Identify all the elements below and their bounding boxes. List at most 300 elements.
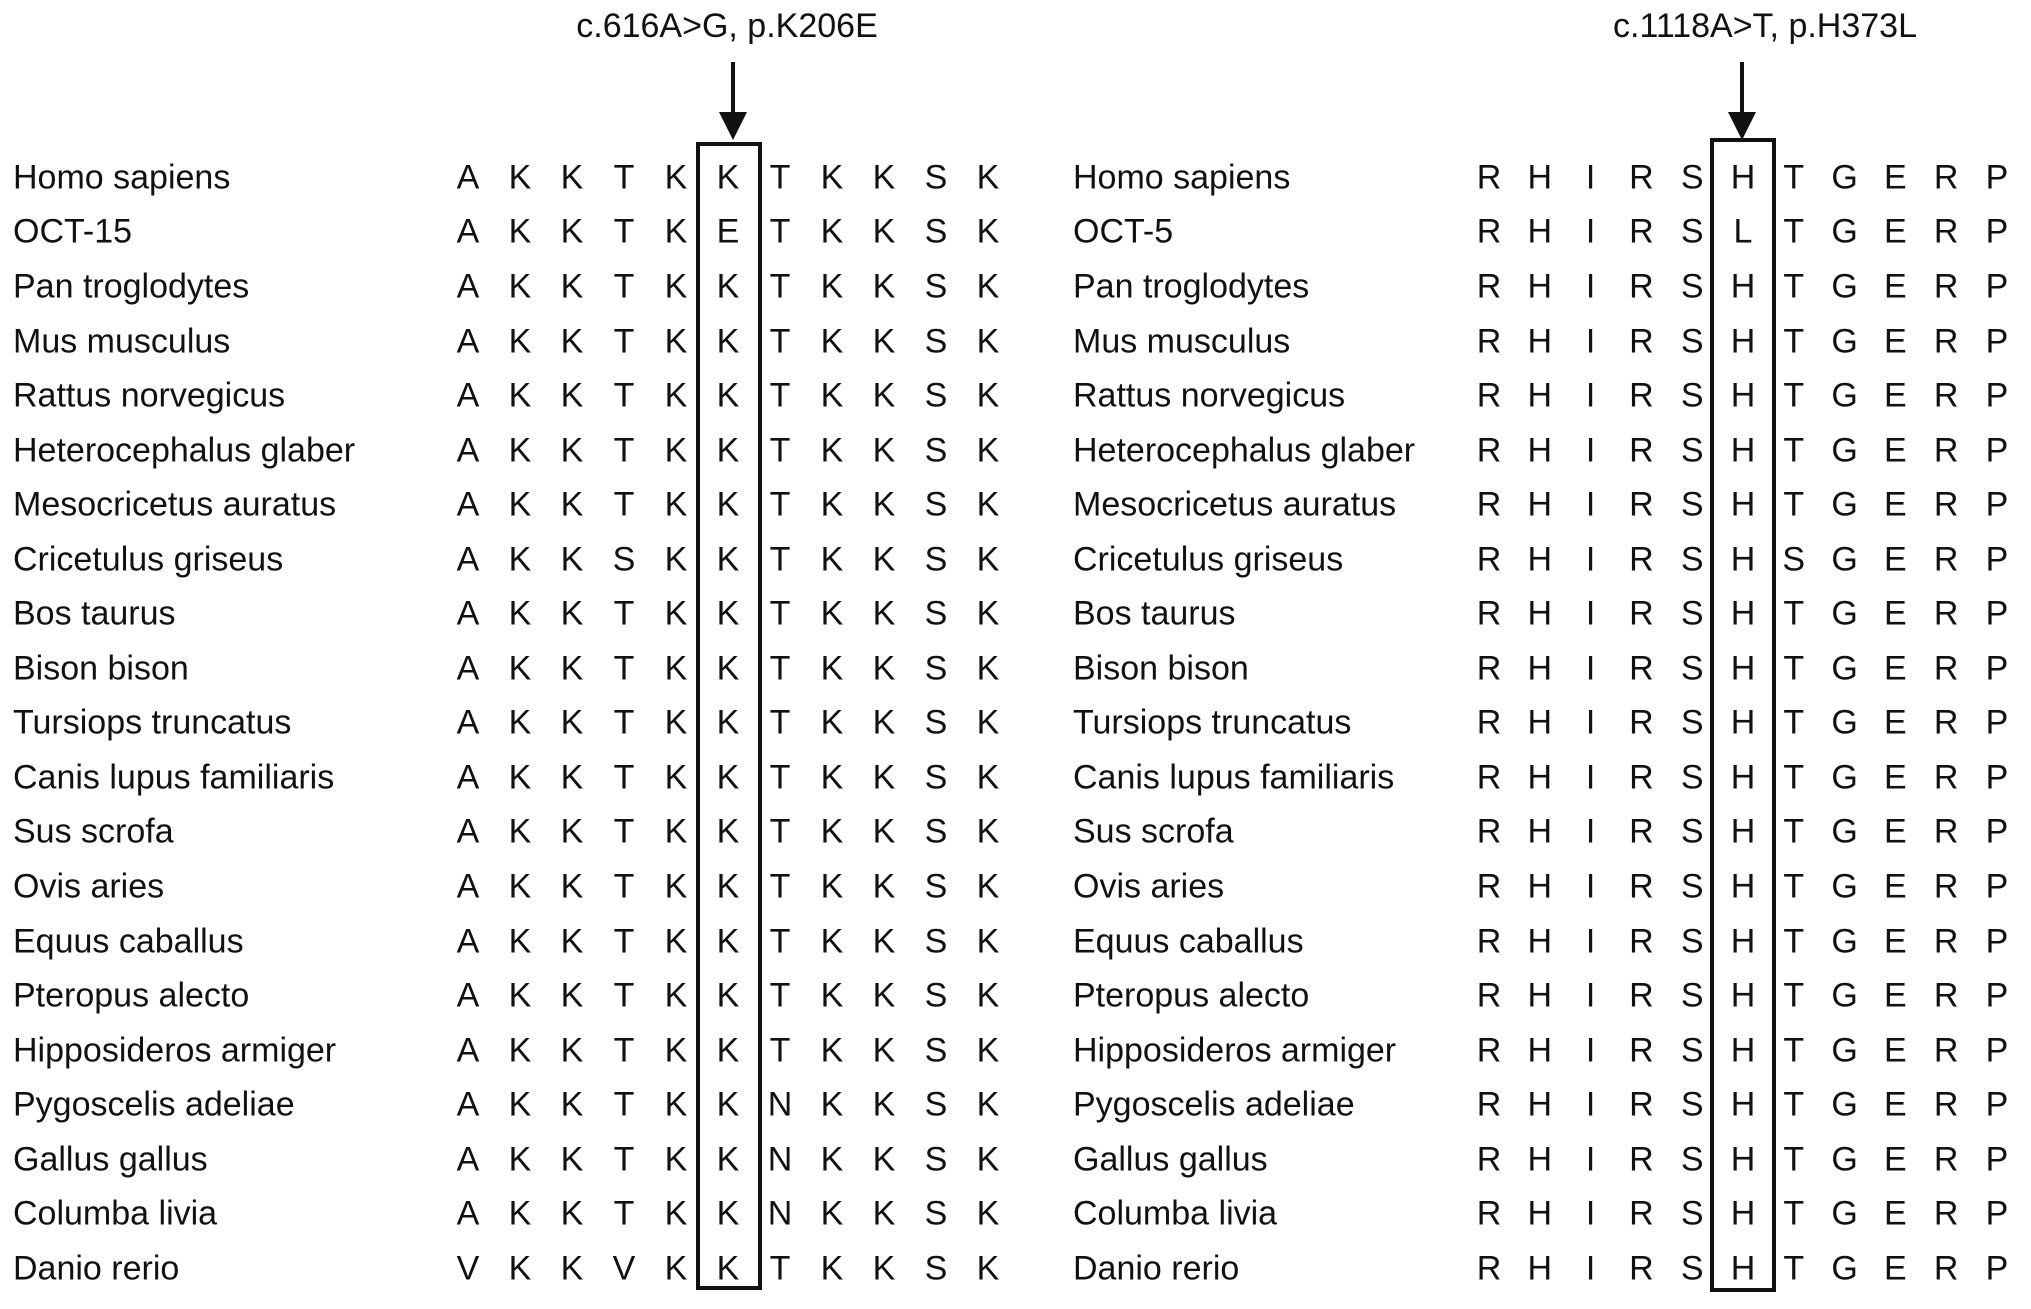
residue-letter: S bbox=[1680, 976, 1704, 1015]
residue-letter: K bbox=[664, 1249, 688, 1288]
residue-letter: K bbox=[560, 322, 584, 360]
residue-letter: H bbox=[1730, 812, 1756, 851]
residue-letter: A bbox=[456, 922, 480, 961]
residue-letter: K bbox=[820, 922, 844, 961]
residue-letter: R bbox=[1629, 431, 1654, 470]
residue-letter: K bbox=[820, 649, 844, 688]
species-name: Bison bison bbox=[13, 649, 189, 688]
residue-letter: I bbox=[1585, 322, 1596, 360]
residue-letter: R bbox=[1476, 485, 1502, 524]
residue-letter: E bbox=[1884, 1085, 1907, 1124]
residue-letter: A bbox=[456, 1085, 480, 1124]
residue-letter: K bbox=[716, 976, 740, 1015]
residue-letter: R bbox=[1933, 649, 1959, 688]
residue-letter: K bbox=[820, 1031, 844, 1070]
variant-label-k206e: c.616A>G, p.K206E bbox=[576, 7, 878, 45]
species-name: Bos taurus bbox=[1073, 594, 1236, 633]
residue-letter: T bbox=[1783, 1085, 1805, 1124]
residue-letter: K bbox=[872, 1194, 896, 1233]
residue-letter: R bbox=[1476, 322, 1502, 360]
residue-letter: P bbox=[1985, 322, 2009, 360]
residue-letter: H bbox=[1730, 322, 1756, 360]
residue-letter: T bbox=[613, 812, 635, 851]
residue-letter: K bbox=[976, 867, 1000, 906]
residue-letter: S bbox=[924, 758, 948, 797]
residue-letter: E bbox=[1884, 867, 1907, 906]
species-name: Heterocephalus glaber bbox=[13, 431, 356, 470]
residue-letter: K bbox=[716, 540, 740, 579]
residue-letter: R bbox=[1629, 703, 1654, 742]
residue-letter: S bbox=[1680, 485, 1704, 524]
residue-letter: K bbox=[664, 212, 688, 251]
residue-letter: E bbox=[1884, 1194, 1907, 1233]
residue-letter: T bbox=[1783, 594, 1805, 633]
residue-letter: I bbox=[1585, 212, 1596, 251]
residue-letter: K bbox=[508, 376, 532, 415]
residue-letter: K bbox=[872, 212, 896, 251]
residue-letter: R bbox=[1629, 812, 1654, 851]
residue-letter: T bbox=[1783, 212, 1805, 251]
residue-letter: H bbox=[1527, 376, 1553, 415]
residue-letter: R bbox=[1629, 867, 1654, 906]
residue-letter: T bbox=[613, 1031, 635, 1070]
residue-letter: R bbox=[1476, 1140, 1502, 1179]
residue-letter: K bbox=[508, 322, 532, 360]
variant-label-h373l: c.1118A>T, p.H373L bbox=[1612, 7, 1918, 45]
residue-letter: K bbox=[664, 812, 688, 851]
residue-letter: V bbox=[456, 1249, 480, 1288]
residue-letter: H bbox=[1730, 158, 1756, 197]
residue-letter: K bbox=[820, 212, 844, 251]
residue-letter: A bbox=[456, 267, 480, 306]
residue-letter: R bbox=[1476, 976, 1502, 1015]
residue-letter: K bbox=[820, 540, 844, 579]
residue-letter: K bbox=[508, 431, 532, 470]
residue-letter: T bbox=[769, 594, 791, 633]
species-name: Canis lupus familiaris bbox=[13, 758, 335, 797]
residue-letter: S bbox=[1680, 1249, 1704, 1288]
residue-letter: K bbox=[872, 1085, 896, 1124]
residue-letter: K bbox=[976, 1140, 1000, 1179]
residue-letter: H bbox=[1730, 976, 1756, 1015]
residue-letter: R bbox=[1933, 322, 1959, 360]
residue-letter: K bbox=[716, 322, 740, 360]
residue-letter: P bbox=[1985, 703, 2009, 742]
residue-letter: K bbox=[508, 922, 532, 961]
residue-letter: E bbox=[1884, 431, 1907, 470]
residue-letter: R bbox=[1476, 703, 1502, 742]
residue-letter: K bbox=[976, 812, 1000, 851]
residue-letter: K bbox=[820, 376, 844, 415]
species-name: Gallus gallus bbox=[1073, 1140, 1268, 1179]
residue-letter: K bbox=[976, 212, 1000, 251]
residue-letter: I bbox=[1585, 812, 1596, 851]
residue-letter: P bbox=[1985, 431, 2009, 470]
residue-letter: K bbox=[664, 485, 688, 524]
residue-letter: T bbox=[613, 1085, 635, 1124]
residue-letter: K bbox=[560, 431, 584, 470]
residue-letter: I bbox=[1585, 649, 1596, 688]
residue-letter: K bbox=[872, 703, 896, 742]
residue-letter: A bbox=[456, 703, 480, 742]
residue-letter: E bbox=[1884, 158, 1907, 197]
residue-letter: K bbox=[560, 758, 584, 797]
residue-letter: K bbox=[872, 976, 896, 1015]
residue-letter: S bbox=[1680, 758, 1704, 797]
residue-letter: K bbox=[508, 485, 532, 524]
residue-letter: H bbox=[1730, 758, 1756, 797]
residue-letter: P bbox=[1985, 758, 2009, 797]
residue-letter: E bbox=[716, 212, 740, 251]
residue-letter: K bbox=[820, 867, 844, 906]
residue-letter: P bbox=[1985, 594, 2009, 633]
residue-letter: K bbox=[664, 267, 688, 306]
residue-letter: R bbox=[1933, 431, 1959, 470]
species-name: Columba livia bbox=[13, 1194, 218, 1233]
species-name: Pteropus alecto bbox=[13, 976, 250, 1015]
residue-letter: S bbox=[924, 212, 948, 251]
residue-letter: H bbox=[1730, 1249, 1756, 1288]
residue-letter: H bbox=[1730, 867, 1756, 906]
residue-letter: I bbox=[1585, 376, 1596, 415]
residue-letter: A bbox=[456, 594, 480, 633]
residue-letter: K bbox=[716, 431, 740, 470]
residue-letter: R bbox=[1629, 322, 1654, 360]
residue-letter: S bbox=[924, 267, 948, 306]
residue-letter: K bbox=[872, 922, 896, 961]
residue-letter: R bbox=[1933, 812, 1959, 851]
residue-letter: L bbox=[1733, 212, 1753, 251]
residue-letter: H bbox=[1527, 431, 1553, 470]
residue-letter: E bbox=[1884, 540, 1907, 579]
residue-letter: H bbox=[1730, 485, 1756, 524]
conserved-residue-box bbox=[1710, 138, 1776, 1292]
residue-letter: I bbox=[1585, 431, 1596, 470]
residue-letter: I bbox=[1585, 703, 1596, 742]
residue-letter: T bbox=[613, 758, 635, 797]
residue-letter: K bbox=[872, 322, 896, 360]
residue-letter: K bbox=[664, 703, 688, 742]
residue-letter: K bbox=[664, 540, 688, 579]
residue-letter: K bbox=[976, 1031, 1000, 1070]
residue-letter: T bbox=[613, 703, 635, 742]
residue-letter: K bbox=[716, 922, 740, 961]
residue-letter: S bbox=[924, 1194, 948, 1233]
residue-letter: K bbox=[508, 1085, 532, 1124]
residue-letter: H bbox=[1527, 758, 1553, 797]
residue-letter: R bbox=[1933, 1249, 1959, 1288]
species-name: Rattus norvegicus bbox=[1073, 376, 1346, 415]
residue-letter: K bbox=[716, 703, 740, 742]
residue-letter: K bbox=[560, 867, 584, 906]
residue-letter: K bbox=[820, 1249, 844, 1288]
residue-letter: K bbox=[976, 703, 1000, 742]
residue-letter: S bbox=[924, 812, 948, 851]
residue-letter: P bbox=[1985, 540, 2009, 579]
residue-letter: K bbox=[716, 758, 740, 797]
residue-letter: T bbox=[1783, 976, 1805, 1015]
residue-letter: P bbox=[1985, 1085, 2009, 1124]
residue-letter: R bbox=[1476, 812, 1502, 851]
species-name: Bos taurus bbox=[13, 594, 176, 633]
residue-letter: K bbox=[560, 649, 584, 688]
species-name: Tursiops truncatus bbox=[1073, 703, 1352, 742]
residue-letter: K bbox=[976, 376, 1000, 415]
residue-letter: P bbox=[1985, 1194, 2009, 1233]
residue-letter: K bbox=[872, 867, 896, 906]
residue-letter: T bbox=[769, 540, 791, 579]
residue-letter: S bbox=[1680, 158, 1704, 197]
residue-letter: H bbox=[1527, 1031, 1553, 1070]
residue-letter: H bbox=[1527, 867, 1553, 906]
down-arrow-head-icon bbox=[1728, 112, 1756, 140]
residue-letter: N bbox=[767, 1140, 793, 1179]
residue-letter: H bbox=[1730, 594, 1756, 633]
residue-letter: T bbox=[769, 212, 791, 251]
residue-letter: T bbox=[769, 431, 791, 470]
residue-letter: K bbox=[664, 158, 688, 197]
residue-letter: T bbox=[769, 703, 791, 742]
residue-letter: S bbox=[924, 703, 948, 742]
residue-letter: R bbox=[1629, 758, 1654, 797]
residue-letter: T bbox=[613, 594, 635, 633]
residue-letter: K bbox=[716, 1031, 740, 1070]
residue-letter: K bbox=[976, 1249, 1000, 1288]
residue-letter: I bbox=[1585, 1031, 1596, 1070]
residue-letter: G bbox=[1831, 1194, 1858, 1233]
residue-letter: R bbox=[1476, 649, 1502, 688]
residue-letter: K bbox=[872, 158, 896, 197]
residue-letter: H bbox=[1527, 322, 1553, 360]
residue-letter: T bbox=[1783, 1194, 1805, 1233]
residue-letter: T bbox=[613, 267, 635, 306]
residue-letter: A bbox=[456, 212, 480, 251]
residue-letter: H bbox=[1527, 594, 1553, 633]
residue-letter: T bbox=[1783, 158, 1805, 197]
residue-letter: S bbox=[1680, 1194, 1704, 1233]
residue-letter: H bbox=[1527, 158, 1553, 197]
residue-letter: T bbox=[1783, 376, 1805, 415]
residue-letter: K bbox=[976, 649, 1000, 688]
residue-letter: R bbox=[1629, 485, 1654, 524]
residue-letter: K bbox=[560, 703, 584, 742]
residue-letter: R bbox=[1933, 758, 1959, 797]
residue-letter: H bbox=[1730, 922, 1756, 961]
species-name: Danio rerio bbox=[13, 1249, 180, 1288]
residue-letter: K bbox=[872, 594, 896, 633]
residue-letter: K bbox=[560, 376, 584, 415]
residue-letter: K bbox=[560, 485, 584, 524]
residue-letter: K bbox=[508, 267, 532, 306]
residue-letter: K bbox=[560, 1085, 584, 1124]
residue-letter: S bbox=[1680, 212, 1704, 251]
residue-letter: G bbox=[1831, 1249, 1858, 1288]
species-name: Tursiops truncatus bbox=[13, 703, 292, 742]
residue-letter: K bbox=[508, 976, 532, 1015]
residue-letter: A bbox=[456, 485, 480, 524]
residue-letter: H bbox=[1527, 1140, 1553, 1179]
residue-letter: K bbox=[820, 1085, 844, 1124]
residue-letter: K bbox=[508, 158, 532, 197]
residue-letter: G bbox=[1831, 703, 1858, 742]
residue-letter: K bbox=[872, 649, 896, 688]
residue-letter: T bbox=[1783, 431, 1805, 470]
residue-letter: S bbox=[924, 649, 948, 688]
residue-letter: K bbox=[508, 649, 532, 688]
residue-letter: E bbox=[1884, 976, 1907, 1015]
residue-letter: I bbox=[1585, 540, 1596, 579]
residue-letter: K bbox=[716, 267, 740, 306]
residue-letter: S bbox=[924, 922, 948, 961]
residue-letter: A bbox=[456, 540, 480, 579]
residue-letter: A bbox=[456, 758, 480, 797]
residue-letter: K bbox=[560, 267, 584, 306]
residue-letter: K bbox=[716, 1085, 740, 1124]
residue-letter: E bbox=[1884, 376, 1907, 415]
residue-letter: K bbox=[560, 922, 584, 961]
residue-letter: S bbox=[1680, 703, 1704, 742]
species-name: Mesocricetus auratus bbox=[1073, 485, 1397, 524]
residue-letter: G bbox=[1831, 867, 1858, 906]
residue-letter: A bbox=[456, 431, 480, 470]
residue-letter: S bbox=[924, 376, 948, 415]
residue-letter: K bbox=[976, 540, 1000, 579]
residue-letter: I bbox=[1585, 594, 1596, 633]
residue-letter: P bbox=[1985, 867, 2009, 906]
species-name: Rattus norvegicus bbox=[13, 376, 286, 415]
residue-letter: R bbox=[1933, 867, 1959, 906]
residue-letter: K bbox=[560, 1140, 584, 1179]
residue-letter: T bbox=[613, 1140, 635, 1179]
residue-letter: K bbox=[976, 431, 1000, 470]
residue-letter: S bbox=[1680, 922, 1704, 961]
species-name: Pygoscelis adeliae bbox=[1073, 1085, 1355, 1124]
residue-letter: T bbox=[1783, 267, 1805, 306]
species-name: Homo sapiens bbox=[13, 158, 231, 197]
residue-letter: E bbox=[1884, 649, 1907, 688]
residue-letter: G bbox=[1831, 1085, 1858, 1124]
residue-letter: P bbox=[1985, 1140, 2009, 1179]
residue-letter: R bbox=[1629, 1249, 1654, 1288]
residue-letter: K bbox=[664, 431, 688, 470]
residue-letter: K bbox=[976, 758, 1000, 797]
residue-letter: K bbox=[820, 267, 844, 306]
residue-letter: R bbox=[1933, 1031, 1959, 1070]
residue-letter: K bbox=[716, 376, 740, 415]
residue-letter: R bbox=[1933, 976, 1959, 1015]
residue-letter: K bbox=[508, 812, 532, 851]
residue-letter: R bbox=[1476, 212, 1502, 251]
residue-letter: K bbox=[716, 1249, 740, 1288]
residue-letter: K bbox=[976, 322, 1000, 360]
residue-letter: S bbox=[1680, 1031, 1704, 1070]
residue-letter: R bbox=[1476, 431, 1502, 470]
residue-letter: K bbox=[664, 594, 688, 633]
residue-letter: R bbox=[1476, 1031, 1502, 1070]
residue-letter: R bbox=[1933, 376, 1959, 415]
residue-letter: K bbox=[872, 758, 896, 797]
residue-letter: T bbox=[613, 485, 635, 524]
residue-letter: E bbox=[1884, 322, 1907, 360]
residue-letter: K bbox=[560, 1031, 584, 1070]
residue-letter: K bbox=[820, 758, 844, 797]
residue-letter: G bbox=[1831, 376, 1858, 415]
residue-letter: T bbox=[613, 431, 635, 470]
residue-letter: A bbox=[456, 812, 480, 851]
residue-letter: R bbox=[1933, 1085, 1959, 1124]
residue-letter: T bbox=[769, 649, 791, 688]
residue-letter: H bbox=[1730, 1085, 1756, 1124]
residue-letter: K bbox=[664, 922, 688, 961]
residue-letter: R bbox=[1933, 594, 1959, 633]
residue-letter: E bbox=[1884, 758, 1907, 797]
residue-letter: T bbox=[613, 158, 635, 197]
residue-letter: S bbox=[1680, 267, 1704, 306]
residue-letter: R bbox=[1476, 867, 1502, 906]
residue-letter: T bbox=[613, 649, 635, 688]
residue-letter: T bbox=[769, 922, 791, 961]
residue-letter: S bbox=[924, 1249, 948, 1288]
residue-letter: E bbox=[1884, 267, 1907, 306]
residue-letter: K bbox=[716, 649, 740, 688]
species-name: Equus caballus bbox=[13, 922, 244, 961]
residue-letter: K bbox=[560, 158, 584, 197]
residue-letter: T bbox=[769, 758, 791, 797]
residue-letter: T bbox=[769, 376, 791, 415]
residue-letter: K bbox=[872, 376, 896, 415]
residue-letter: N bbox=[767, 1085, 793, 1124]
species-name: Heterocephalus glaber bbox=[1073, 431, 1416, 470]
species-name: Gallus gallus bbox=[13, 1140, 208, 1179]
residue-letter: K bbox=[508, 1140, 532, 1179]
residue-letter: R bbox=[1629, 1085, 1654, 1124]
residue-letter: H bbox=[1527, 812, 1553, 851]
residue-letter: K bbox=[976, 922, 1000, 961]
residue-letter: K bbox=[820, 485, 844, 524]
species-name: Sus scrofa bbox=[13, 812, 174, 851]
residue-letter: I bbox=[1585, 1249, 1596, 1288]
residue-letter: S bbox=[1680, 431, 1704, 470]
residue-letter: P bbox=[1985, 158, 2009, 197]
residue-letter: K bbox=[872, 485, 896, 524]
residue-letter: S bbox=[1680, 322, 1704, 360]
residue-letter: G bbox=[1831, 649, 1858, 688]
residue-letter: H bbox=[1730, 431, 1756, 470]
species-name: Equus caballus bbox=[1073, 922, 1304, 961]
residue-letter: R bbox=[1629, 1031, 1654, 1070]
residue-letter: H bbox=[1527, 1249, 1553, 1288]
residue-letter: A bbox=[456, 322, 480, 360]
residue-letter: R bbox=[1629, 158, 1654, 197]
residue-letter: A bbox=[456, 1140, 480, 1179]
residue-letter: T bbox=[1783, 1031, 1805, 1070]
residue-letter: H bbox=[1527, 649, 1553, 688]
species-name: Hipposideros armiger bbox=[13, 1031, 337, 1070]
residue-letter: R bbox=[1629, 594, 1654, 633]
species-name: OCT-5 bbox=[1073, 212, 1174, 251]
residue-letter: K bbox=[716, 867, 740, 906]
residue-letter: I bbox=[1585, 1140, 1596, 1179]
residue-letter: H bbox=[1527, 540, 1553, 579]
residue-letter: E bbox=[1884, 212, 1907, 251]
residue-letter: G bbox=[1831, 922, 1858, 961]
species-name: Pygoscelis adeliae bbox=[13, 1085, 295, 1124]
residue-letter: R bbox=[1933, 212, 1959, 251]
residue-letter: I bbox=[1585, 758, 1596, 797]
residue-letter: R bbox=[1933, 922, 1959, 961]
residue-letter: K bbox=[560, 212, 584, 251]
residue-letter: T bbox=[1783, 758, 1805, 797]
